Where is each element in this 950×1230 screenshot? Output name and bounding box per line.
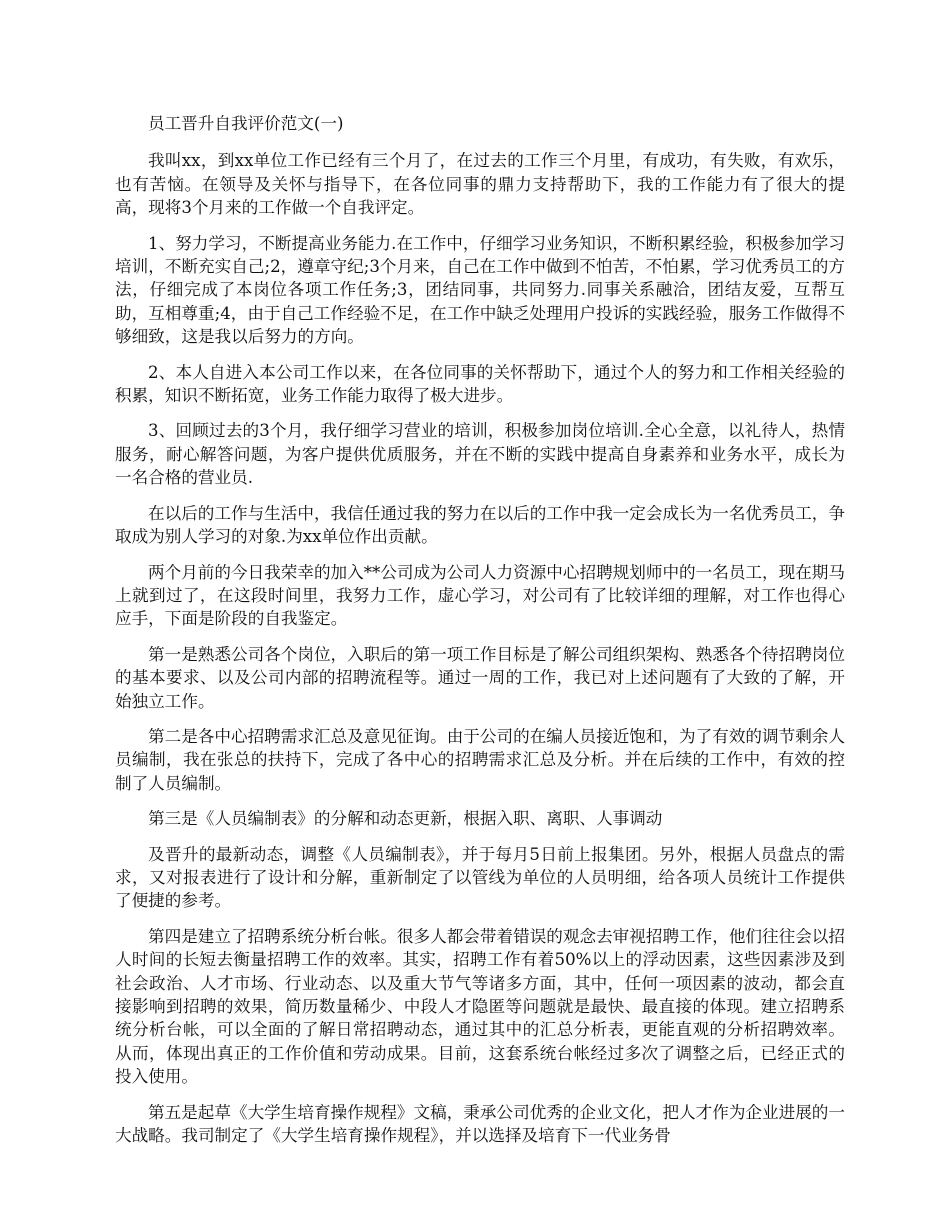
paragraph-second-intro: 两个月前的今日我荣幸的加入**公司成为公司人力资源中心招聘规划师中的一名员工，现在期马上就到过了，在这段时间里，我努力工作，虚心学习，对公司有了比较详细的理解，对工作也得心应手，下面是阶段的自我鉴定。 [115, 562, 845, 629]
paragraph-third-item-continued: 及晋升的最新动态，调整《人员编制表》，并于每月5日前上报集团。另外，根据人员盘点的需求，又对报表进行了设计和分解，重新制定了以管线为单位的人员明细，给各项人员统计工作提供了便捷的参考。 [115, 844, 845, 911]
paragraph-third-item: 第三是《人员编制表》的分解和动态更新，根据入职、离职、人事调动 [148, 809, 663, 829]
paragraph-second-item: 第二是各中心招聘需求汇总及意见征询。由于公司的在编人员接近饱和，为了有效的调节剩余人员编制，我在张总的扶持下，完成了各中心的招聘需求汇总及分析。并在后续的工作中，有效的控制了人员编制。 [115, 726, 845, 793]
paragraph-first-item: 第一是熟悉公司各个岗位，入职后的第一项工作目标是了解公司组织架构、熟悉各个待招聘岗位的基本要求、以及公司内部的招聘流程等。通过一周的工作，我已对上述问题有了大致的了解，开始独立工作。 [115, 644, 845, 711]
paragraph-fifth-item: 第五是起草《大学生培育操作规程》文稿，秉承公司优秀的企业文化，把人才作为企业进展的一大战略。我司制定了《大学生培育操作规程》，并以选择及培育下一代业务骨 [115, 1102, 845, 1146]
paragraph-point-1: 1、努力学习，不断提高业务能力.在工作中，仔细学习业务知识，不断积累经验，积极参加学习培训，不断充实自己;2，遵章守纪;3个月来，自己在工作中做到不怕苦，不怕累，学习优秀员工的方法，仔细完成了本岗位各项工作任务;3，团结同事，共同努力.同事关系融洽，团结友爱，互帮互助，互相尊重;4，由于自己工作经验不足，在工作中缺乏处理用户投诉的实践经验，服务工作做得不够细致，这是我以后努力的方向。 [115, 233, 845, 347]
paragraph-point-2: 2、本人自进入本公司工作以来，在各位同事的关怀帮助下，通过个人的努力和工作相关经验的积累，知识不断拓宽，业务工作能力取得了极大进步。 [115, 362, 845, 406]
paragraph-fourth-item: 第四是建立了招聘系统分析台帐。很多人都会带着错误的观念去审视招聘工作，他们往往会以招人时间的长短去衡量招聘工作的效率。其实，招聘工作有着50%以上的浮动因素，这些因素涉及到社会政治、人才市场、行业动态、以及重大节气等诸多方面，其中，任何一项因素的波动，都会直接影响到招聘的效果，简历数量稀少、中段人才隐匿等问题就是最快、最直接的体现。建立招聘系统分析台帐，可以全面的了解日常招聘动态，通过其中的汇总分析表，更能直观的分析招聘效率。从而，体现出真正的工作价值和劳动成果。目前，这套系统台帐经过多次了调整之后，已经正式的投入使用。 [115, 926, 845, 1087]
document-page [115, 112, 845, 1159]
paragraph-point-3: 3、回顾过去的3个月，我仔细学习营业的培训，积极参加岗位培训.全心全意，以礼待人，热情服务，耐心解答问题，为客户提供优质服务，并在不断的实践中提高自身素养和业务水平，成长为一名合格的营业员. [115, 421, 845, 488]
document-title: 员工晋升自我评价范文(一) [148, 114, 344, 133]
paragraph-intro: 我叫xx，到xx单位工作已经有三个月了，在过去的工作三个月里，有成功，有失败，有欢乐，也有苦恼。在领导及关怀与指导下，在各位同事的鼎力支持帮助下，我的工作能力有了很大的提高，现将3个月来的工作做一个自我评定。 [115, 151, 845, 218]
paragraph-conclusion: 在以后的工作与生活中，我信任通过我的努力在以后的工作中我一定会成长为一名优秀员工，争取成为别人学习的对象.为xx单位作出贡献。 [115, 503, 845, 547]
